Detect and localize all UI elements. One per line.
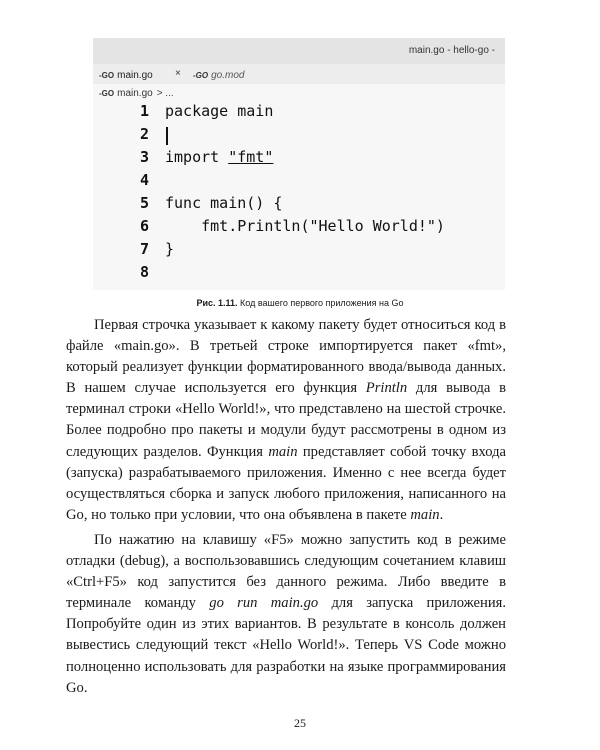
line-number: 8	[139, 263, 149, 281]
breadcrumb-separator: > ...	[156, 88, 174, 99]
tab-main-go[interactable]	[99, 68, 153, 82]
code-line	[93, 263, 505, 285]
text-run: Первая строчка указывает к какому пакету будет относиться код в файле «main.go». В третьей строке импортируется пакет «fmt», который реализует функции форматированного ввода/вывода данных. В нашем случае используется его функция	[66, 317, 506, 397]
figure-caption	[0, 298, 600, 308]
import-path: "fmt"	[228, 148, 274, 166]
go-file-icon: -GO	[99, 70, 115, 80]
italic-term: go run main.go	[209, 595, 319, 612]
line-number: 2	[139, 125, 149, 143]
code-text: func main() {	[165, 194, 283, 212]
italic-term: main	[410, 506, 440, 523]
code-line	[93, 217, 505, 239]
code-text: package main	[165, 102, 274, 120]
line-number: 3	[139, 148, 149, 166]
paragraph	[66, 315, 506, 526]
paragraph	[66, 530, 506, 699]
import-keyword: import	[165, 148, 229, 166]
text-run: .	[439, 506, 444, 523]
code-line	[93, 194, 505, 216]
line-number: 1	[139, 102, 149, 120]
page-number: 25	[294, 716, 306, 730]
go-file-icon: -GO	[193, 70, 209, 80]
tab-bar	[93, 64, 505, 84]
code-line	[93, 102, 505, 124]
editor-screenshot	[93, 38, 505, 290]
text-run: для запуска приложения. Попробуйте один из этих вариантов. В результате в консоль должен вывестись следующий текст «Hello World!». Теперь VS Code можно полноценно использовать для разработки на языке программирования Go.	[66, 595, 507, 696]
caption-label: Рис. 1.11.	[196, 298, 238, 308]
title-bar	[93, 38, 505, 64]
tab-label: go.mod	[211, 69, 245, 81]
italic-term: main	[268, 443, 298, 460]
text-run: представляет собой точку входа (запуска) разрабатываемого приложения. Именно с нее всегда будет осуществляться сборка и запуск любого приложения, написанного на Go, но только при условии, что она объявлена в пакете	[66, 443, 506, 523]
code-text	[165, 148, 273, 166]
code-text: fmt.Println("Hello World!")	[165, 217, 445, 235]
breadcrumb	[99, 88, 174, 99]
tab-label: main.go	[117, 69, 153, 81]
line-number: 5	[139, 194, 149, 212]
window-title: main.go - hello-go -	[408, 45, 495, 56]
italic-term: Println	[365, 380, 408, 397]
text-run: для вывода в терминал строки «Hello World!», что представлено на шестой строчке. Более подробно про пакеты и модули будут рассмотрены в одном из следующих разделов. Функция	[66, 380, 506, 460]
code-line	[93, 125, 505, 147]
tab-go-mod[interactable]	[193, 68, 244, 82]
go-file-icon: -GO	[99, 89, 115, 98]
line-number: 6	[139, 217, 149, 235]
code-line	[93, 240, 505, 262]
caption-text: Код вашего первого приложения на Go	[240, 298, 404, 308]
line-number: 7	[139, 240, 149, 258]
code-text: }	[165, 240, 175, 258]
code-line	[93, 148, 505, 170]
line-number: 4	[139, 171, 149, 189]
code-line	[93, 171, 505, 193]
breadcrumb-file[interactable]: main.go	[117, 88, 153, 99]
close-icon[interactable]: ×	[175, 68, 181, 79]
text-run: По нажатию на клавишу «F5» можно запустить код в режиме отладки (debug), а воспользовавшись следующим сочетанием клавиш «Ctrl+F5» код запустится без данного режима. Либо введите в терминале команду	[66, 532, 506, 612]
text-cursor	[166, 127, 168, 145]
